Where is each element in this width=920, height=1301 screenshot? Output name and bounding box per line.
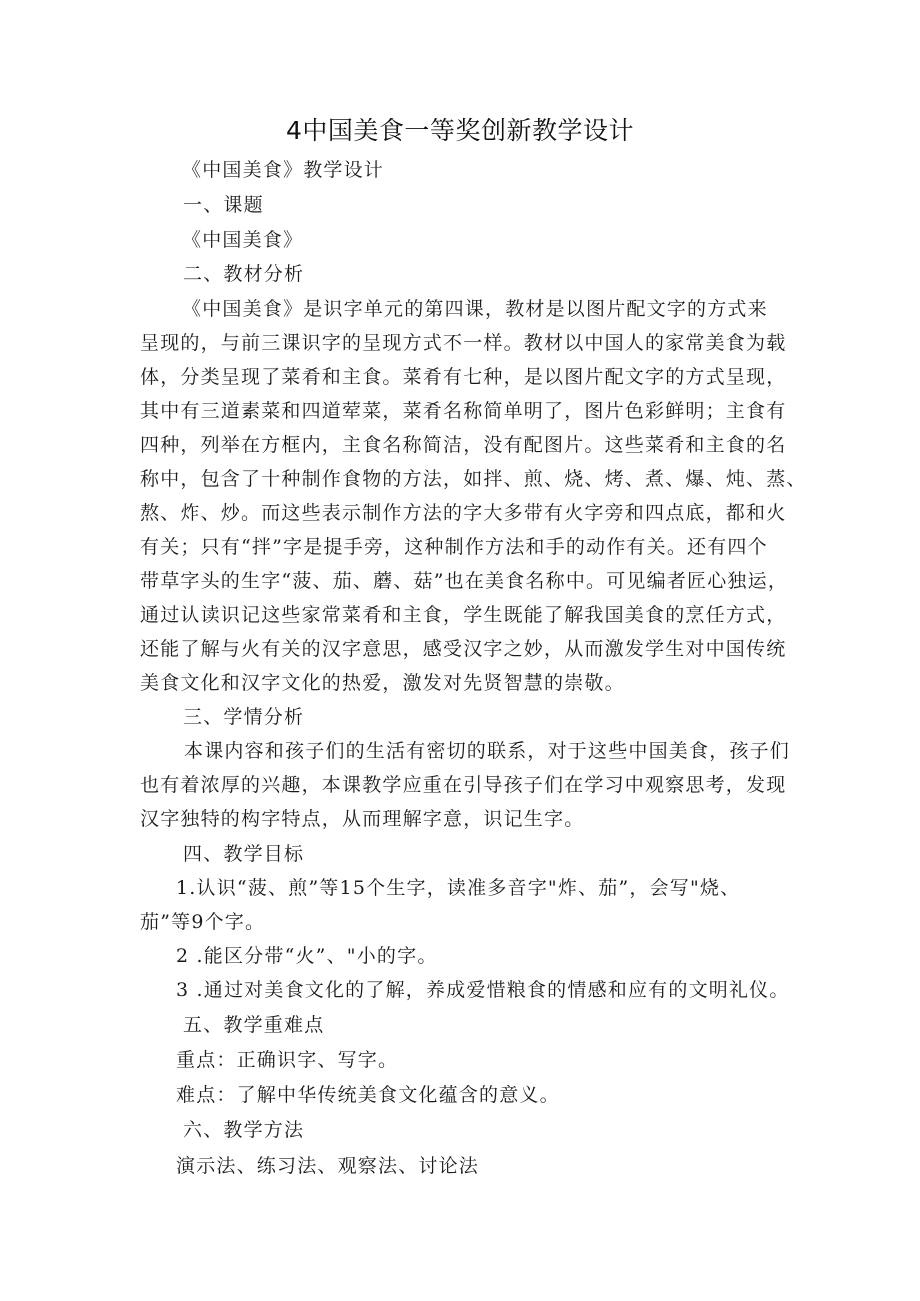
paragraph-line: 汉字独特的构字特点，从而理解字意，识记生字。 bbox=[140, 808, 585, 830]
objective-item: 2 .能区分带“火”、"小的字。 bbox=[176, 945, 438, 967]
paragraph-line: 有关；只有“拌”字是提手旁，这种制作方法和手的动作有关。还有四个 bbox=[140, 536, 768, 558]
objective-item-continued: 茄”等9个字。 bbox=[140, 911, 266, 933]
topic-body: 《中国美食》 bbox=[182, 229, 304, 251]
document-title: 4中国美食一等奖创新教学设计 bbox=[286, 116, 634, 145]
paragraph-line: 还能了解与火有关的汉字意思，感受汉字之妙，从而激发学生对中国传统 bbox=[140, 638, 787, 660]
section-heading-material-analysis: 二、教材分析 bbox=[183, 263, 305, 285]
paragraph-line: 也有着浓厚的兴趣，本课教学应重在引导孩子们在学习中观察思考，发现 bbox=[140, 774, 787, 796]
paragraph-line: 本课内容和孩子们的生活有密切的联系，对于这些中国美食，孩子们 bbox=[184, 740, 791, 762]
paragraph-line: 《中国美食》是识字单元的第四课，教材是以图片配文字的方式来 bbox=[182, 298, 768, 320]
section-heading-objectives: 四、教学目标 bbox=[183, 843, 305, 865]
paragraph-line: 通过认读识记这些家常菜肴和主食，学生既能了解我国美食的烹任方式， bbox=[140, 604, 787, 626]
paragraph-line: 称中，包含了十种制作食物的方法，如拌、煎、烧、烤、煮、爆、炖、蒸、 bbox=[140, 468, 807, 490]
methods-body: 演示法、练习法、观察法、讨论法 bbox=[176, 1155, 480, 1177]
difficult-point: 难点：了解中华传统美食文化蕴含的意义。 bbox=[176, 1084, 560, 1106]
paragraph-line: 体，分类呈现了菜肴和主食。菜肴有七种，是以图片配文字的方式呈现， bbox=[140, 366, 787, 388]
paragraph-line: 带草字头的生字“菠、茄、蘑、菇”也在美食名称中。可见编者匠心独运， bbox=[140, 570, 789, 592]
paragraph-line: 美食文化和汉字文化的热爱，激发对先贤智慧的崇敬。 bbox=[140, 672, 625, 694]
paragraph-line: 熬、炸、炒。而这些表示制作方法的字大多带有火字旁和四点底，都和火 bbox=[140, 502, 787, 524]
section-heading-learner-analysis: 三、学情分析 bbox=[183, 706, 305, 728]
section-heading-topic: 一、课题 bbox=[183, 194, 264, 216]
paragraph-line: 其中有三道素菜和四道荤菜，菜肴名称简单明了，图片色彩鲜明；主食有 bbox=[140, 400, 787, 422]
key-point: 重点：正确识字、写字。 bbox=[176, 1049, 399, 1071]
paragraph-line: 呈现的，与前三课识字的呈现方式不一样。教材以中国人的家常美食为载 bbox=[140, 332, 787, 354]
paragraph-line: 四种，列举在方框内，主食名称简洁，没有配图片。这些菜肴和主食的名 bbox=[140, 434, 787, 456]
section-heading-methods: 六、教学方法 bbox=[183, 1119, 305, 1141]
section-heading-key-points: 五、教学重难点 bbox=[183, 1014, 325, 1036]
objective-item: 3 .通过对美食文化的了解，养成爱惜粮食的情感和应有的文明礼仪。 bbox=[176, 979, 790, 1001]
document-subtitle: 《中国美食》教学设计 bbox=[182, 159, 385, 181]
objective-item: 1.认识“菠、煎”等15个生字，读准多音字"炸、茄”，会写"烧、 bbox=[176, 877, 741, 899]
